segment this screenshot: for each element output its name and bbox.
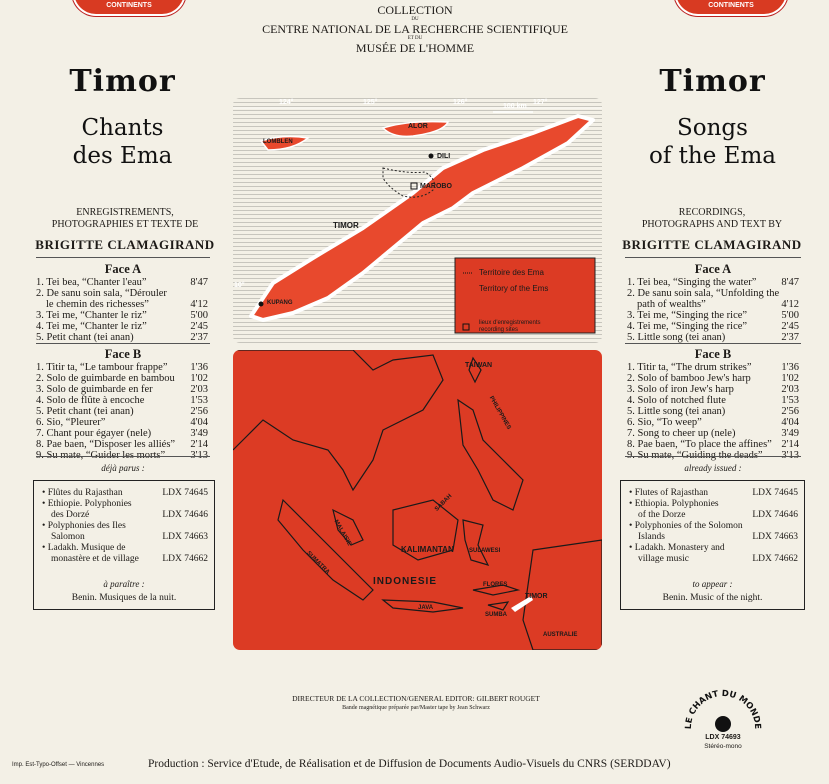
track-row <box>627 417 799 428</box>
divider <box>36 343 210 344</box>
track-row <box>36 373 208 384</box>
track-title: 8. Pae baen, “To place the affines” <box>627 439 772 450</box>
lon-126: 126° <box>453 99 468 106</box>
divider <box>625 257 801 258</box>
label-dili: DILI <box>437 153 451 160</box>
track-title: 1. Tei bea, “Chanter l'eau” <box>36 277 147 288</box>
legend-sites-en: recording sites <box>479 327 519 333</box>
track-duration: 2'37 <box>190 332 208 343</box>
right-appear-label: to appear : <box>692 579 733 589</box>
track-row <box>627 406 799 417</box>
track-title: 5. Little song (tei anan) <box>627 406 726 417</box>
track-row <box>42 510 208 521</box>
dili-marker <box>429 154 434 159</box>
track-row <box>629 499 798 510</box>
divider <box>625 343 801 344</box>
production-credit: Production : Service d'Etude, de Réalisation et de Diffusion de Documents Audio-Visuels du CNRS (SERDDAV) <box>148 758 671 770</box>
right-appear-item: Benin. Music of the night. <box>662 593 763 603</box>
left-credit-1: ENREGISTREMENTS, <box>76 207 174 218</box>
southeast-asia-map <box>233 350 602 650</box>
track-row <box>36 428 208 439</box>
label-kalimantan: KALIMANTAN <box>401 545 454 554</box>
legend-sites-fr: lieux d'enregistrements <box>479 320 541 326</box>
track-duration: 5'00 <box>190 310 208 321</box>
track-duration: 8'47 <box>190 277 208 288</box>
track-duration: 4'12 <box>781 299 799 310</box>
track-title: • Ladakh. Musique de <box>42 543 126 553</box>
lon-127: 127° <box>533 99 548 106</box>
track-row <box>627 373 799 384</box>
track-title: 9. Su mate, “Guiding the deads” <box>627 450 763 461</box>
track-title: 5. Little song (tei anan) <box>627 332 726 343</box>
track-duration: 1'02 <box>781 373 799 384</box>
track-title: 9. Su mate, “Guider les morts” <box>36 450 166 461</box>
sumba-coast <box>488 602 508 610</box>
track-duration: 2'37 <box>781 332 799 343</box>
collection-header <box>240 2 590 55</box>
track-title: • Ethiopie. Polyphonies <box>42 499 132 509</box>
track-row <box>36 417 208 428</box>
track-row <box>42 532 208 543</box>
track-row <box>36 395 208 406</box>
track-title: Salomon <box>51 532 85 542</box>
lat-10: 10° <box>234 282 245 289</box>
track-title: le chemin des richesses” <box>46 299 149 310</box>
timor-map <box>233 98 602 343</box>
legend-territory-en: Territory of the Ems <box>479 284 549 293</box>
track-title: • Polyphonies des Iles <box>42 521 126 531</box>
right-credit-2: PHOTOGRAPHS AND TEXT BY <box>641 219 783 230</box>
right-issued-label: already issued : <box>684 463 742 473</box>
left-author: BRIGITTE CLAMAGIRAND <box>35 237 215 252</box>
track-row <box>36 332 208 343</box>
track-duration: 1'36 <box>781 362 799 373</box>
track-title: 2. Solo de guimbarde en bambou <box>36 373 175 384</box>
track-duration: 2'03 <box>781 384 799 395</box>
track-duration: 3'13 <box>781 450 799 461</box>
right-author: BRIGITTE CLAMAGIRAND <box>622 237 802 252</box>
track-title: 6. Sio, “To weep” <box>627 417 702 428</box>
label-badge-left <box>72 0 186 16</box>
track-title: • Flutes of Rajasthan <box>629 488 709 498</box>
track-duration: 2'45 <box>781 321 799 332</box>
track-title: 3. Solo de guimbarde en fer <box>36 384 153 395</box>
track-row <box>627 384 799 395</box>
track-duration: 3'13 <box>190 450 208 461</box>
track-title: 7. Chant pour égayer (nele) <box>36 428 152 439</box>
track-title: path of wealths” <box>637 299 706 310</box>
track-duration: 1'53 <box>781 395 799 406</box>
logo-arc <box>683 688 763 736</box>
track-row <box>42 488 208 499</box>
track-title: • Polyphonies of the Solomon <box>629 521 743 531</box>
track-duration: 1'53 <box>190 395 208 406</box>
stereo-mono: Stéréo-mono <box>704 743 742 750</box>
track-title: • Ladakh. Monastery and <box>629 543 725 553</box>
label-kupang: KUPANG <box>267 300 293 306</box>
track-row <box>36 288 208 299</box>
right-subtitle-2: of the Ema <box>649 143 776 169</box>
philippines-coast <box>458 400 523 510</box>
track-duration: 2'56 <box>190 406 208 417</box>
track-row <box>627 288 799 299</box>
track-duration: 3'49 <box>781 428 799 439</box>
track-duration: 2'03 <box>190 384 208 395</box>
track-row <box>36 362 208 373</box>
track-row <box>627 439 799 450</box>
label-marobo: MAROBO <box>420 183 452 190</box>
track-title: • Ethiopia. Polyphonies <box>629 499 719 509</box>
collection-line: COLLECTION <box>377 3 453 17</box>
right-subtitle-1: Songs <box>677 115 748 141</box>
track-title: of the Dorze <box>638 510 686 520</box>
right-catalog-box <box>620 480 805 610</box>
track-title: 1. Titir ta, “The drum strikes” <box>627 362 752 373</box>
musee-line: MUSÉE DE L'HOMME <box>355 41 475 55</box>
track-title: 4. Solo of notched flute <box>627 395 726 406</box>
track-duration: 4'04 <box>190 417 208 428</box>
left-face-b: Face B <box>104 347 142 361</box>
label-flores: FLORES <box>483 582 508 588</box>
left-issued-label: déjà parus : <box>101 463 145 473</box>
general-editor: DIRECTEUR DE LA COLLECTION/GENERAL EDITOR: GILBERT ROUGET <box>292 694 540 703</box>
track-title: 1. Tei bea, “Singing the water” <box>627 277 757 288</box>
sumatra-coast <box>278 500 373 600</box>
sulawesi-coast <box>463 520 488 565</box>
left-credit <box>30 207 220 231</box>
track-title: 2. De sanu soin sala, “Unfolding the <box>627 288 780 299</box>
right-credit <box>616 207 808 231</box>
track-title: 4. Solo de flûte à encoche <box>36 395 145 406</box>
left-credit-2: PHOTOGRAPHIES ET TEXTE DE <box>51 219 199 230</box>
track-title: 6. Sio, “Pleurer” <box>36 417 106 428</box>
divider <box>36 257 210 258</box>
track-duration: LDX 74662 <box>752 554 798 564</box>
track-row <box>42 521 208 532</box>
scale-label: 100 km <box>503 103 527 110</box>
lon-125: 125° <box>363 99 378 106</box>
track-row <box>36 310 208 321</box>
label-taiwan: TAIWAN <box>465 362 493 369</box>
label-indonesia: INDONESIE <box>373 576 438 587</box>
label-sumatra: SUMATRA <box>305 550 331 576</box>
track-row <box>36 406 208 417</box>
le-chant-du-monde-logo <box>683 688 763 768</box>
track-duration: 2'56 <box>781 406 799 417</box>
track-duration: LDX 74646 <box>752 510 798 520</box>
label-lomblen: LOMBLEN <box>263 139 293 145</box>
label-alor: ALOR <box>408 123 428 130</box>
track-duration: LDX 74663 <box>162 532 208 542</box>
right-face-a-list <box>627 277 799 343</box>
track-duration: 4'04 <box>781 417 799 428</box>
badge-text: CONTINENTS <box>708 2 754 9</box>
right-title: Timor <box>659 64 766 99</box>
track-title: 3. Tei me, “Singing the rice” <box>627 310 748 321</box>
label-philippines: PHILIPPINES <box>487 395 512 431</box>
track-row <box>36 321 208 332</box>
track-duration: 2'14 <box>781 439 799 450</box>
track-row <box>42 554 208 565</box>
master-tape: Bande magnétique préparée par/Master tape by Jean Schwarz <box>342 705 490 711</box>
track-row <box>36 299 208 310</box>
du-line: DU <box>411 17 419 22</box>
track-row <box>629 488 798 499</box>
track-row <box>36 384 208 395</box>
left-face-a: Face A <box>104 262 142 276</box>
track-row <box>42 499 208 510</box>
right-face-b-list <box>627 362 799 461</box>
label-sumba: SUMBA <box>485 612 507 618</box>
timor-map-graphic <box>233 98 602 343</box>
track-row <box>627 277 799 288</box>
track-title: 7. Song to cheer up (nele) <box>627 428 736 439</box>
track-row <box>629 510 798 521</box>
right-credit-1: RECORDINGS, <box>678 207 746 218</box>
mainland-asia-coast <box>233 350 443 490</box>
et-du-line: ET DU <box>407 36 423 41</box>
track-duration: LDX 74662 <box>162 554 208 564</box>
track-row <box>629 543 798 554</box>
right-issued-list <box>629 488 798 565</box>
track-duration: 2'45 <box>190 321 208 332</box>
left-title: Timor <box>69 64 176 99</box>
left-face-a-list <box>36 277 208 343</box>
left-issued-list <box>42 488 208 565</box>
track-row <box>627 310 799 321</box>
track-duration: 1'36 <box>190 362 208 373</box>
left-subtitle-1: Chants <box>81 115 164 141</box>
track-duration: 5'00 <box>781 310 799 321</box>
track-duration: 2'14 <box>190 439 208 450</box>
label-sabah: SABAH <box>434 493 454 513</box>
track-row <box>627 321 799 332</box>
track-title: Islands <box>638 532 665 542</box>
track-row <box>629 554 798 565</box>
track-title: monastère et de village <box>51 554 139 564</box>
track-duration: LDX 74646 <box>162 510 208 520</box>
right-face-b: Face B <box>694 347 732 361</box>
label-timor-region: TIMOR <box>525 593 548 600</box>
label-badge-right <box>674 0 788 16</box>
track-row <box>36 439 208 450</box>
track-row <box>42 543 208 554</box>
track-title: 5. Petit chant (tei anan) <box>36 332 134 343</box>
left-subtitle-2: des Ema <box>72 143 173 169</box>
centre-line: CENTRE NATIONAL DE LA RECHERCHE SCIENTIFIQUE <box>262 22 568 36</box>
kupang-marker <box>259 302 264 307</box>
track-row <box>627 299 799 310</box>
lon-124: 124° <box>279 99 294 106</box>
left-appear-label: à paraître : <box>103 579 145 589</box>
track-duration: 4'12 <box>190 299 208 310</box>
track-title: 5. Petit chant (tei anan) <box>36 406 134 417</box>
legend-territory-fr: Territoire des Ema <box>479 268 544 277</box>
track-duration: 8'47 <box>781 277 799 288</box>
track-title: village music <box>638 554 689 564</box>
left-appear-item: Benin. Musiques de la nuit. <box>71 593 177 603</box>
track-duration: LDX 74645 <box>162 488 208 498</box>
track-row <box>627 332 799 343</box>
track-row <box>627 395 799 406</box>
track-title: • Flûtes du Rajasthan <box>42 488 123 498</box>
badge-text: CONTINENTS <box>106 2 152 9</box>
divider <box>625 456 801 457</box>
track-title: 4. Tei me, “Singing the rice” <box>627 321 748 332</box>
left-catalog-box <box>33 480 215 610</box>
track-row <box>629 532 798 543</box>
label-java: JAVA <box>418 605 434 611</box>
track-row <box>629 521 798 532</box>
track-row <box>627 428 799 439</box>
label-timor: TIMOR <box>333 221 359 230</box>
divider <box>36 456 210 457</box>
track-duration: LDX 74663 <box>752 532 798 542</box>
label-malaysia: MALAISIE <box>332 519 353 547</box>
track-duration: LDX 74645 <box>752 488 798 498</box>
track-title: 1. Titir ta, “Le tambour frappe” <box>36 362 168 373</box>
track-duration: 3'49 <box>190 428 208 439</box>
left-face-b-list <box>36 362 208 461</box>
track-title: 8. Pae baen, “Disposer les alliés” <box>36 439 176 450</box>
track-title: 3. Solo of iron Jew's harp <box>627 384 734 395</box>
right-face-a: Face A <box>694 262 732 276</box>
track-row <box>36 277 208 288</box>
printer-credit: Imp. Est-Typo-Offset — Vincennes <box>12 762 105 768</box>
catalog-number: LDX 74693 <box>705 734 741 741</box>
track-title: 2. Solo of bamboo Jew's harp <box>627 373 751 384</box>
track-duration: 1'02 <box>190 373 208 384</box>
logo-text: LE CHANT DU MONDE <box>683 688 763 730</box>
label-sulawesi: SULAWESI <box>469 548 501 554</box>
track-title: 3. Tei me, “Chanter le riz” <box>36 310 147 321</box>
label-australia: AUSTRALIE <box>543 632 578 638</box>
track-title: des Dorzé <box>51 510 90 520</box>
track-title: 4. Tei me, “Chanter le riz” <box>36 321 147 332</box>
track-row <box>627 362 799 373</box>
track-title: 2. De sanu soin sala, “Dérouler <box>36 288 167 299</box>
